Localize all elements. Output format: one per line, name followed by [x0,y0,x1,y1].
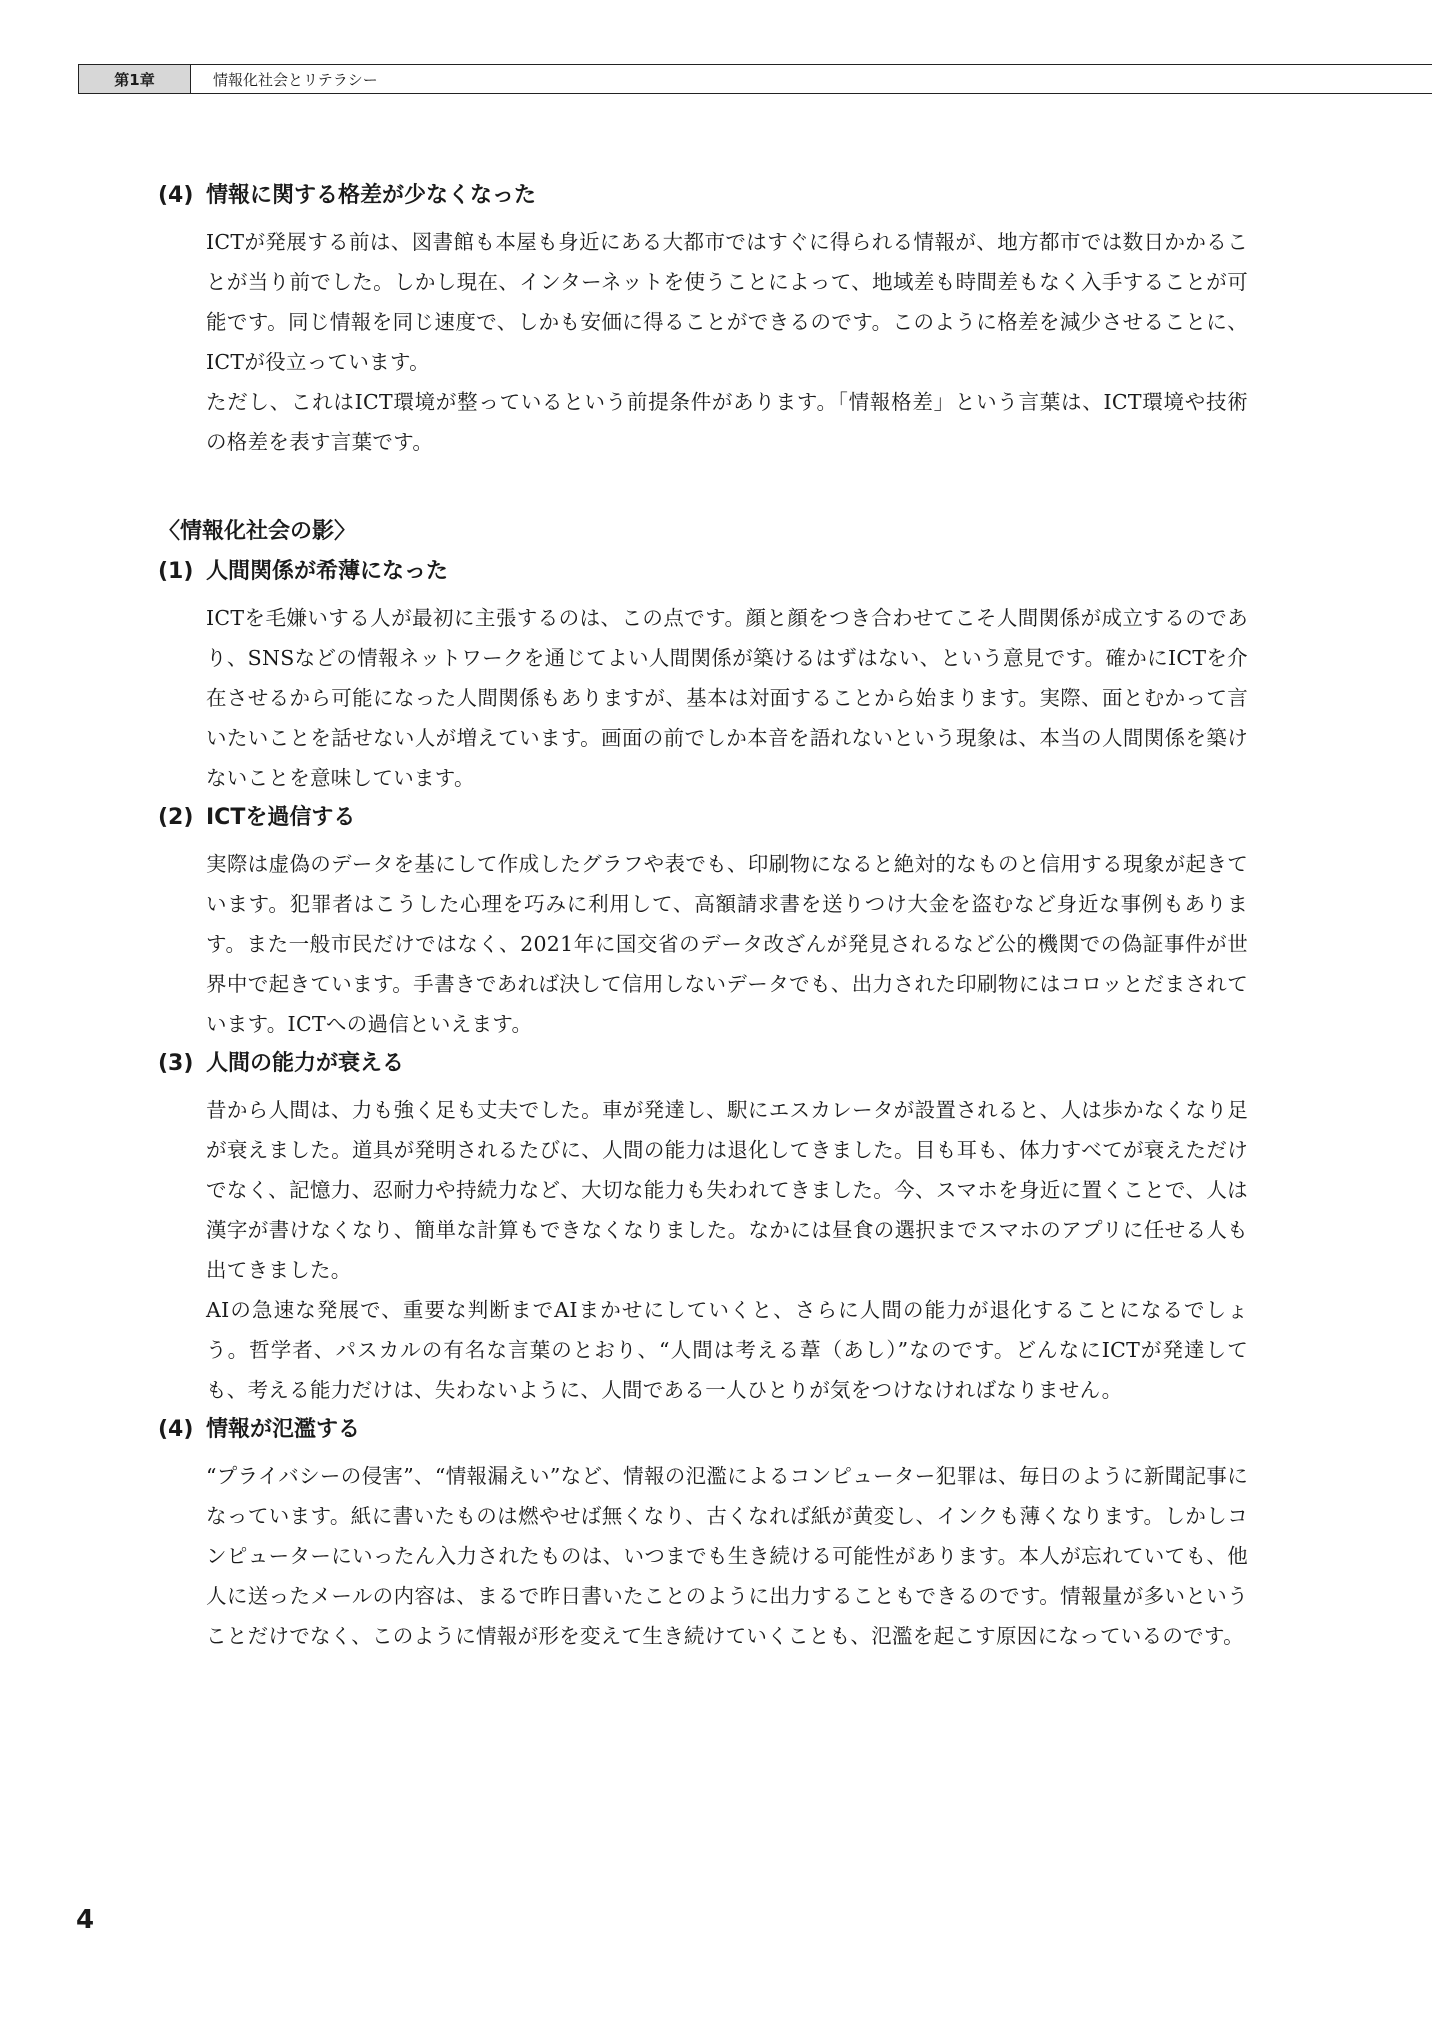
item-number: (4) [158,183,194,208]
item-number: (3) [158,1051,194,1076]
item-heading [158,804,1248,832]
chapter-title: 情報化社会とリテラシー [213,70,378,89]
item-heading [158,1050,1248,1078]
item-title: 人間関係が希薄になった [206,559,449,584]
body-paragraph: ただし、これはICT環境が整っているという前提条件があります。「情報格差」という言葉は、ICT環境や技術の格差を表す言葉です。 [206,390,1248,454]
body-paragraph: ICTが発展する前は、図書館も本屋も身近にある大都市ではすぐに得られる情報が、地方都市では数日かかることが当り前でした。しかし現在、インターネットを使うことによって、地域差も時間差もなく入手することが可能です。同じ情報を同じ速度で、しかも安価に得ることができるのです。このように格差を減少させることに、ICTが役立っています。 [206,230,1248,374]
body-paragraph: AIの急速な発展で、重要な判断までAIまかせにしていくと、さらに人間の能力が退化することになるでしょう。哲学者、パスカルの有名な言葉のとおり、“人間は考える葦（あし）”なのです。どんなにICTが発達しても、考える能力だけは、失わないように、人間である一人ひとりが気をつけなければなりません。 [206,1298,1248,1402]
item-number: (1) [158,559,194,584]
body-paragraph: 昔から人間は、力も強く足も丈夫でした。車が発達し、駅にエスカレータが設置されると、人は歩かなくなり足が衰えました。道具が発明されるたびに、人間の能力は退化してきました。目も耳も、体力すべてが衰えただけでなく、記憶力、忍耐力や持続力など、大切な能力も失われてきました。今、スマホを身近に置くことで、人は漢字が書けなくなり、簡単な計算もできなくなりました。なかには昼食の選択までスマホのアプリに任せる人も出てきました。 [206,1098,1248,1282]
item-number: (2) [158,805,194,830]
section-title: 〈情報化社会の影〉 [158,519,357,544]
item-title: ICTを過信する [206,805,356,830]
running-header [78,64,1432,94]
page-number: 4 [76,1905,95,1935]
body-paragraph: “プライバシーの侵害”、“情報漏えい”など、情報の氾濫によるコンピューター犯罪は、毎日のように新聞記事になっています。紙に書いたものは燃やせば無くなり、古くなれば紙が黄変し、インクも薄くなります。しかしコンピューターにいったん入力されたものは、いつまでも生き続ける可能性があります。本人が忘れていても、他人に送ったメールの内容は、まるで昨日書いたことのように出力することもできるのです。情報量が多いということだけでなく、このように情報が形を変えて生き続けていくことも、氾濫を起こす原因になっているのです。 [206,1464,1248,1648]
item-title: 情報に関する格差が少なくなった [206,183,537,208]
item-heading [158,182,1248,210]
item-heading [158,1416,1248,1444]
item-title: 情報が氾濫する [206,1417,361,1442]
page-content [158,182,1248,1656]
body-paragraph: ICTを毛嫌いする人が最初に主張するのは、この点です。顔と顔をつき合わせてこそ人間関係が成立するのであり、SNSなどの情報ネットワークを通じてよい人間関係が築けるはずはない、という意見です。確かにICTを介在させるから可能になった人間関係もありますが、基本は対面することから始まります。実際、面とむかって言いたいことを話せない人が増えています。画面の前でしか本音を語れないという現象は、本当の人間関係を築けないことを意味しています。 [206,606,1248,790]
item-heading [158,558,1248,586]
item-number: (4) [158,1417,194,1442]
item-title: 人間の能力が衰える [206,1051,405,1076]
chapter-label: 第1章 [79,65,191,93]
body-paragraph: 実際は虚偽のデータを基にして作成したグラフや表でも、印刷物になると絶対的なものと信用する現象が起きています。犯罪者はこうした心理を巧みに利用して、高額請求書を送りつけ大金を盗むなど身近な事例もあります。また一般市民だけではなく、2021年に国交省のデータ改ざんが発見されるなど公的機関での偽証事件が世界中で起きています。手書きであれば決して信用しないデータでも、出力された印刷物にはコロッとだまされています。ICTへの過信といえます。 [206,852,1248,1036]
